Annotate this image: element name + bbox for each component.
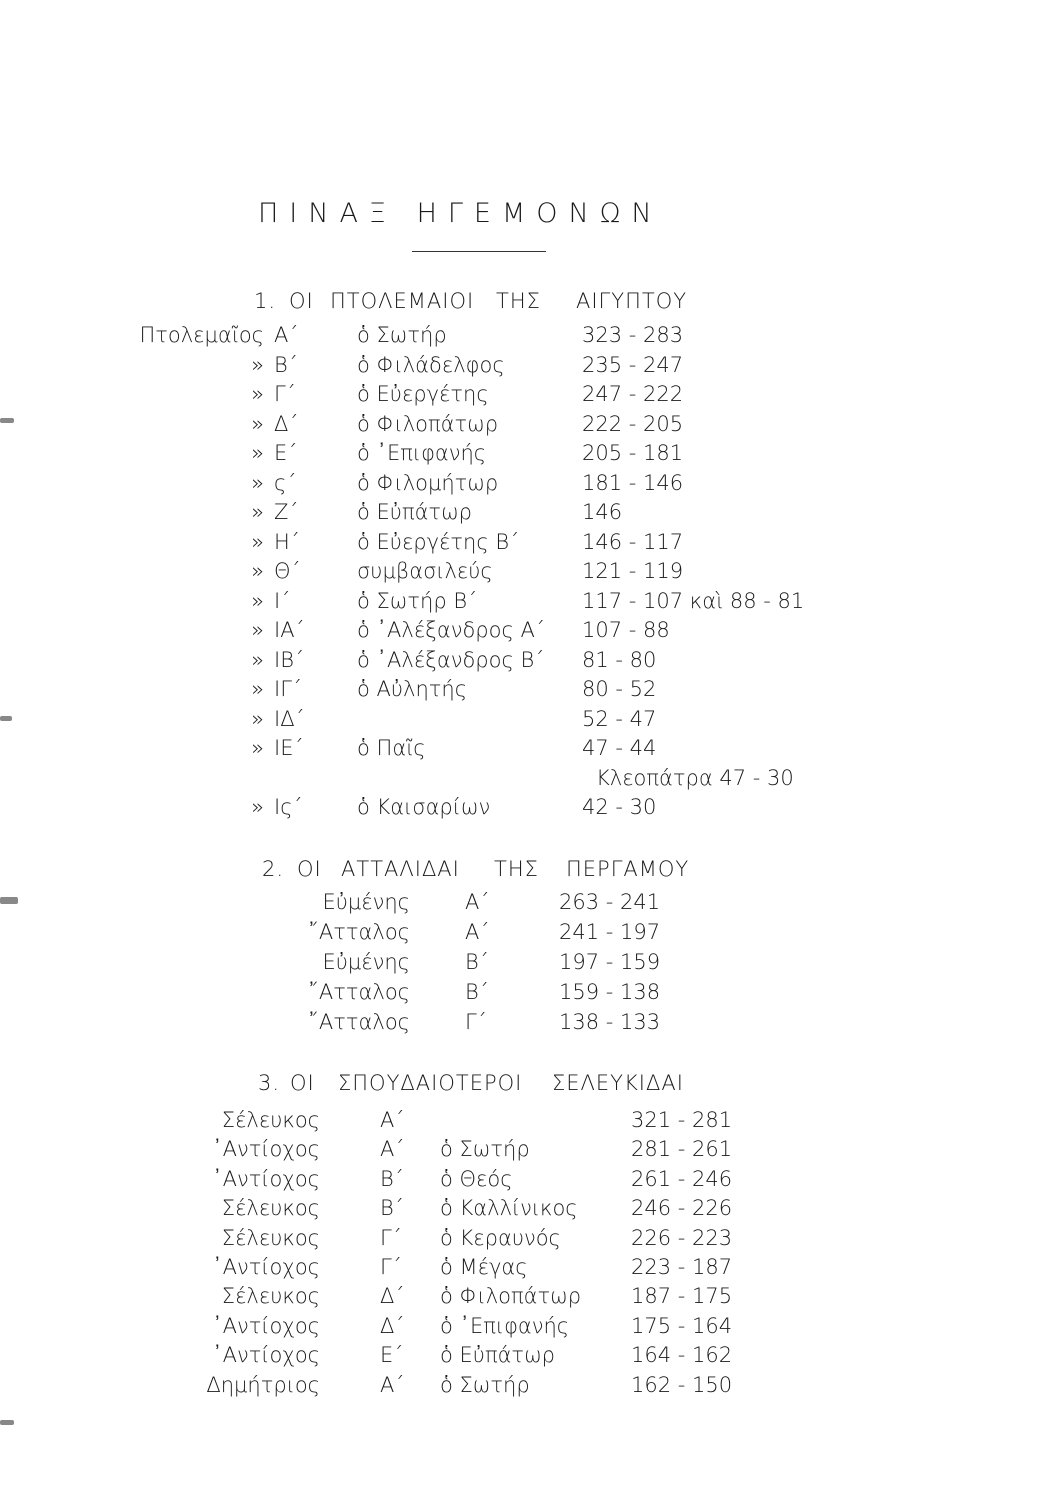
cell-name: ᾿Αντίοχος [212, 1313, 320, 1338]
cell-epithet: ὁ Αὐλητής [357, 677, 468, 701]
cell-ord: Θ΄ [274, 559, 301, 583]
cell-dates: 263 - 241 [559, 890, 661, 914]
cell-epithet: ὁ ᾿Αλέξανδρος Α΄ [357, 618, 545, 642]
cell-name: ᾿Αντίοχος [212, 1255, 320, 1279]
cell-ord: Α΄ [465, 890, 490, 914]
cell-dates: 175 - 164 [631, 1313, 733, 1338]
cell-name: ᾿Αντίοχος [212, 1343, 320, 1368]
cell-name: » [251, 588, 264, 613]
cell-name: ῎Ατταλος [308, 980, 410, 1004]
cell-ord: Γ΄ [274, 382, 296, 406]
cell-ord: Ι΄ [274, 588, 291, 613]
cell-name: » [251, 618, 264, 642]
cell-epithet: ὁ ᾿Αλέξανδρος Β΄ [357, 647, 545, 672]
page-title: ΠΙΝΑΞ ΗΓΕΜΟΝΩΝ [258, 198, 663, 229]
cell-ord: Δ΄ [380, 1284, 405, 1309]
cell-name: » [251, 411, 264, 436]
cell-name: Σέλευκος [221, 1196, 320, 1221]
cell-dates: 107 - 88 [582, 618, 670, 642]
cell-epithet: ὁ Φιλάδελφος [357, 352, 505, 377]
section1-genitive: ΤΗΣ [496, 289, 541, 313]
section1-place: ΑΙΓΥΠΤΟΥ [576, 289, 688, 313]
cell-name: » [251, 529, 264, 554]
cell-epithet: ὁ Θεός [440, 1166, 513, 1191]
cell-name: » [251, 706, 264, 731]
cell-name: Εὐμένης [322, 890, 410, 914]
cell-dates: 226 - 223 [631, 1225, 733, 1250]
cell-name: ῎Ατταλος [308, 1010, 410, 1034]
cell-dates: 181 - 146 [582, 470, 684, 495]
section2-genitive: ΤΗΣ [494, 857, 539, 881]
scan-mark [0, 418, 14, 423]
cell-ord: Α΄ [465, 920, 490, 944]
scan-mark [0, 1420, 14, 1425]
cell-dates: 146 - 117 [582, 529, 684, 554]
cell-name: » [251, 647, 264, 672]
cell-ord: Ε΄ [274, 441, 298, 465]
cell-epithet: ὁ Σωτήρ Β΄ [357, 588, 478, 613]
cell-ord: Γ΄ [380, 1225, 402, 1250]
cell-dates: 187 - 175 [631, 1284, 733, 1309]
cell-dates: 235 - 247 [582, 352, 684, 377]
cell-epithet: ὁ Σωτήρ [440, 1137, 530, 1162]
section1-number: 1. [254, 289, 277, 313]
cell-ord: Ις΄ [274, 795, 303, 819]
scan-mark [0, 716, 12, 721]
section2-name: ΑΤΤΑΛΙΔΑΙ [341, 857, 460, 881]
cell-dates: 42 - 30 [582, 795, 657, 819]
cell-name: ᾿Αντίοχος [212, 1166, 320, 1191]
scan-mark [0, 897, 18, 904]
cell-dates: 146 [582, 500, 623, 524]
cell-name: » [251, 382, 264, 406]
cell-ord: ΙΓ΄ [274, 677, 303, 701]
cell-dates: 241 - 197 [559, 920, 661, 944]
title-rule [412, 251, 546, 252]
cell-dates: Κλεοπάτρα 47 - 30 [596, 765, 794, 790]
cell-name: » [251, 677, 264, 701]
cell-ord: Η΄ [274, 529, 300, 554]
cell-dates: 162 - 150 [631, 1372, 733, 1397]
cell-epithet: ὁ Εὐπάτωρ [357, 500, 472, 524]
cell-dates: 197 - 159 [559, 950, 661, 974]
cell-dates: 205 - 181 [582, 441, 684, 465]
cell-dates: 223 - 187 [631, 1255, 733, 1279]
section2-place: ΠΕΡΓΑΜΟΥ [566, 857, 690, 881]
cell-ord: Γ΄ [465, 1010, 487, 1034]
cell-dates: 117 - 107 καὶ 88 - 81 [582, 588, 805, 613]
section2-article: ΟΙ [297, 857, 322, 881]
section1-name: ΠΤΟΛΕΜΑΙΟΙ [330, 289, 475, 313]
cell-dates: 138 - 133 [559, 1010, 661, 1034]
cell-dates: 321 - 281 [631, 1108, 733, 1132]
section3-place: ΣΕΛΕΥΚΙΔΑΙ [552, 1071, 684, 1095]
cell-dates: 47 - 44 [582, 736, 657, 760]
cell-epithet: ὁ Φιλοπάτωρ [440, 1284, 582, 1309]
cell-epithet: ὁ Παῖς [357, 736, 426, 760]
cell-epithet: ὁ Εὐπάτωρ [440, 1343, 555, 1368]
cell-ord: ΙΕ΄ [274, 736, 304, 760]
cell-dates: 81 - 80 [582, 647, 657, 672]
cell-name: Πτολεμαῖος [139, 323, 264, 347]
cell-epithet: ὁ Σωτήρ [440, 1372, 530, 1397]
cell-name: » [251, 559, 264, 583]
section3-article: ΟΙ [290, 1071, 315, 1095]
cell-dates: 121 - 119 [582, 559, 684, 583]
cell-dates: 159 - 138 [559, 980, 661, 1004]
cell-ord: Α΄ [380, 1137, 405, 1162]
cell-name: » [251, 441, 264, 465]
cell-epithet: ὁ Εὐεργέτης [357, 382, 489, 406]
cell-name: Σέλευκος [221, 1225, 320, 1250]
cell-name: » [251, 795, 264, 819]
cell-epithet: ὁ ᾿Επιφανής [357, 441, 487, 465]
cell-name: Σέλευκος [221, 1284, 320, 1309]
cell-epithet: ὁ Εὐεργέτης Β΄ [357, 529, 520, 554]
cell-ord: ΙΒ΄ [274, 647, 305, 672]
cell-dates: 164 - 162 [631, 1343, 733, 1368]
cell-ord: Β΄ [465, 980, 489, 1004]
cell-name: ῎Ατταλος [308, 920, 410, 944]
cell-epithet: συμβασιλεύς [357, 559, 493, 583]
cell-dates: 222 - 205 [582, 411, 684, 436]
cell-epithet: ὁ Κεραυνός [440, 1225, 561, 1250]
cell-dates: 247 - 222 [582, 382, 684, 406]
cell-dates: 323 - 283 [582, 323, 684, 347]
cell-epithet: ὁ Καλλίνικος [440, 1196, 578, 1221]
section2-number: 2. [262, 857, 285, 881]
cell-name: » [251, 470, 264, 495]
cell-name: ᾿Αντίοχος [212, 1137, 320, 1162]
cell-epithet: ὁ Καισαρίων [357, 795, 491, 819]
cell-dates: 281 - 261 [631, 1137, 733, 1162]
cell-ord: Β΄ [465, 950, 489, 974]
cell-ord: Β΄ [380, 1196, 404, 1221]
cell-dates: 261 - 246 [631, 1166, 733, 1191]
section1-article: ΟΙ [289, 289, 314, 313]
cell-name: » [251, 500, 264, 524]
cell-ord: Β΄ [274, 352, 298, 377]
cell-name: » [251, 736, 264, 760]
cell-ord: Γ΄ [380, 1255, 402, 1279]
cell-epithet: ὁ ᾿Επιφανής [440, 1313, 570, 1338]
section3-number: 3. [258, 1071, 281, 1095]
cell-name: » [251, 352, 264, 377]
cell-ord: ΙΔ΄ [274, 706, 305, 731]
cell-ord: ΙΑ΄ [274, 618, 305, 642]
cell-epithet: ὁ Φιλομήτωρ [357, 470, 499, 495]
cell-name: Εὐμένης [322, 950, 410, 974]
cell-ord: Α΄ [380, 1108, 405, 1132]
cell-ord: Ζ΄ [274, 500, 299, 524]
cell-ord: Α΄ [380, 1372, 405, 1397]
cell-ord: Β΄ [380, 1166, 404, 1191]
cell-ord: Δ΄ [274, 411, 299, 436]
cell-ord: Δ΄ [380, 1313, 405, 1338]
cell-name: Σέλευκος [221, 1108, 320, 1132]
cell-ord: Ε΄ [380, 1343, 404, 1368]
cell-dates: 80 - 52 [582, 677, 657, 701]
cell-epithet: ὁ Μέγας [440, 1255, 528, 1279]
cell-epithet: ὁ Σωτήρ [357, 323, 447, 347]
section3-name: ΣΠΟΥΔΑΙΟΤΕΡΟΙ [338, 1071, 523, 1095]
cell-dates: 52 - 47 [582, 706, 657, 731]
cell-ord: Α΄ [274, 323, 299, 347]
cell-epithet: ὁ Φιλοπάτωρ [357, 411, 499, 436]
cell-ord: ς΄ [274, 470, 297, 495]
cell-name: Δημήτριος [206, 1372, 320, 1397]
cell-dates: 246 - 226 [631, 1196, 733, 1221]
